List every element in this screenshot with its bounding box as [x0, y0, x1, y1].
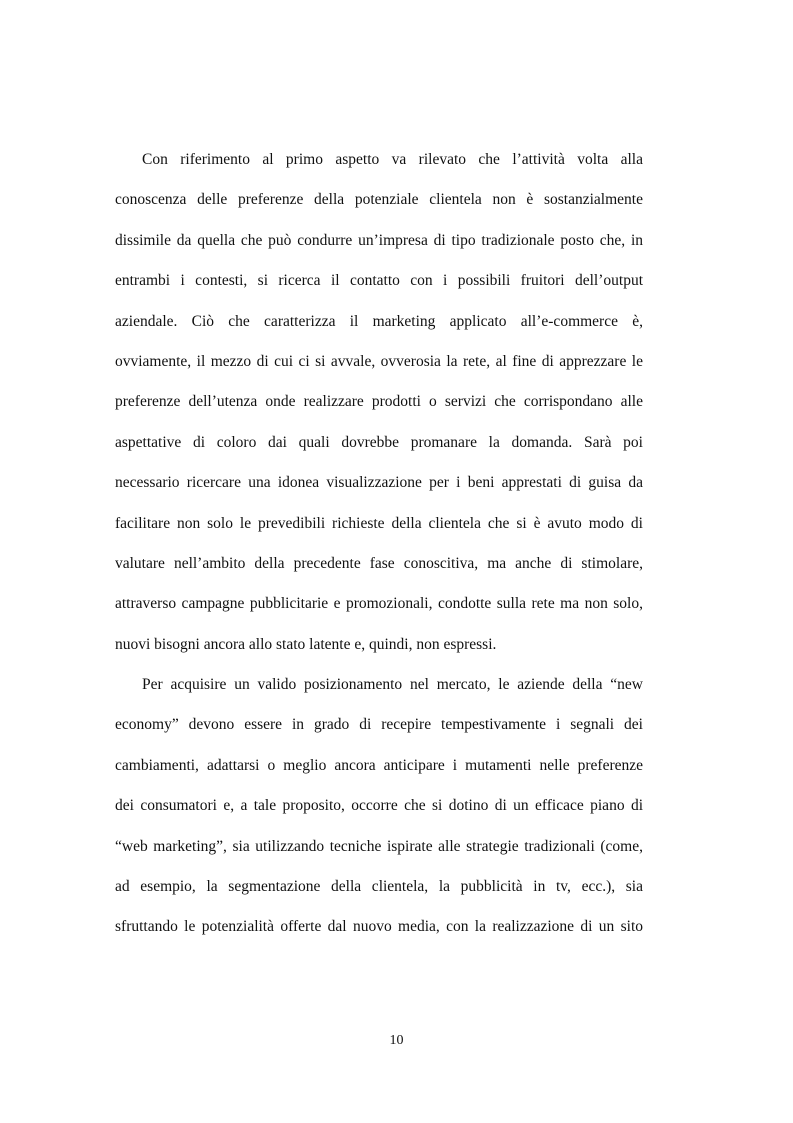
paragraph-2-line: ad esempio, la segmentazione della clientela, la pubblicità in tv, ecc.), sia	[115, 878, 643, 896]
body-text	[115, 146, 643, 954]
paragraph-1-line: ovviamente, il mezzo di cui ci si avvale, ovverosia la rete, al fine di apprezzare le	[115, 352, 643, 370]
paragraph-1-line: aspettative di coloro dai quali dovrebbe promanare la domanda. Sarà poi	[115, 433, 643, 451]
paragraph-2-line: dei consumatori e, a tale proposito, occorre che si dotino di un efficace piano di	[115, 797, 643, 815]
paragraph-1-line: entrambi i contesti, si ricerca il contatto con i possibili fruitori dell’output	[115, 272, 643, 290]
paragraph-1-line: Con riferimento al primo aspetto va rilevato che l’attività volta alla	[142, 151, 643, 168]
paragraph-1-line: aziendale. Ciò che caratterizza il marketing applicato all’e-commerce è,	[115, 312, 643, 330]
page-number: 10	[389, 1033, 404, 1048]
paragraph-2-line: economy” devono essere in grado di recepire tempestivamente i segnali dei	[115, 716, 643, 734]
paragraph-2-line: sfruttando le potenzialità offerte dal nuovo media, con la realizzazione di un sito	[115, 918, 643, 936]
paragraph-1-line: preferenze dell’utenza onde realizzare prodotti o servizi che corrispondano alle	[115, 393, 643, 411]
paragraph-2-line: cambiamenti, adattarsi o meglio ancora anticipare i mutamenti nelle preferenze	[115, 756, 643, 774]
paragraph-1-line: nuovi bisogni ancora allo stato latente e, quindi, non espressi.	[115, 635, 497, 653]
paragraph-2-line: “web marketing”, sia utilizzando tecniche ispirate alle strategie tradizionali (come,	[115, 837, 643, 855]
paragraph-1-line: dissimile da quella che può condurre un’impresa di tipo tradizionale posto che, in	[115, 231, 643, 249]
paragraph-1-line: necessario ricercare una idonea visualizzazione per i beni apprestati di guisa da	[115, 474, 643, 492]
paragraph-1-line: valutare nell’ambito della precedente fase conoscitiva, ma anche di stimolare,	[115, 554, 643, 572]
paragraph-2-line: Per acquisire un valido posizionamento nel mercato, le aziende della “new	[142, 676, 643, 694]
paragraph-1-line: conoscenza delle preferenze della potenziale clientela non è sostanzialmente	[115, 191, 643, 209]
paragraph-1-line: attraverso campagne pubblicitarie e promozionali, condotte sulla rete ma non solo,	[115, 595, 643, 613]
paragraph-1-line: facilitare non solo le prevedibili richieste della clientela che si è avuto modo di	[115, 514, 643, 532]
